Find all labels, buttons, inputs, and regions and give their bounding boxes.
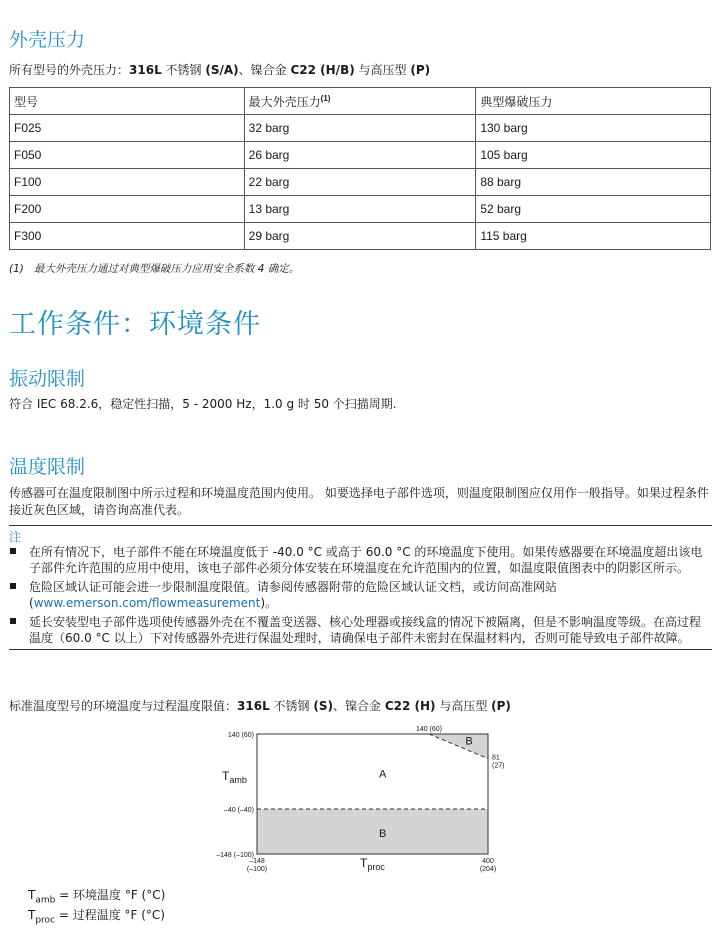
legend-sub: proc [35,915,56,926]
section-heading-operating-conditions: 工作条件：环境条件 [9,309,261,340]
x-tick-label-secondary: (–100) [246,866,268,873]
header-model: 型号 [10,88,245,115]
x-axis-sub: proc [367,862,385,872]
chart-caption-part: (P) [491,699,511,713]
cell-burst-pressure: 115 barg [476,223,711,250]
legend-tproc [28,906,165,925]
table-row [10,169,711,196]
x-tick-label: 400 [482,858,494,865]
note-text: 在所有情况下，电子部件不能在环境温度低于 -40.0 °C 或高于 60.0 °C 的环境温度下使用。如果传感器要在环境温度超出该电子部件允许范围的应用中使用，该电子部件必须分体安装在环境温度在允许范围内的位置，如温度限值图表中的阴影区所示。 [29,545,703,575]
cell-burst-pressure: 52 barg [476,196,711,223]
footnote-ref: (1) [320,93,331,103]
intro-part: (S/A) [205,63,239,77]
intro-part: 与高压型 [354,63,411,77]
temperature-limit-chart [0,720,720,880]
y-tick-label: 140 (60) [227,732,254,739]
legend-sub: amb [35,895,56,906]
cell-max-pressure: 13 barg [244,196,476,223]
note-item [9,544,712,576]
note-text-after: )。 [260,596,278,610]
cell-burst-pressure: 105 barg [476,142,711,169]
intro-prefix: 所有型号的外壳压力： [9,63,130,77]
annotation-label-secondary: (27) [492,762,505,770]
legend-symbol: T [28,908,36,922]
y-tick-label: –148 (–100) [216,852,254,859]
cell-model: F025 [10,115,245,142]
chart-caption-part: C22 (H) [384,699,436,713]
legend-tamb [28,886,165,905]
footnote-marker: (1) [9,263,24,275]
housing-pressure-intro [9,62,709,79]
note-text: 延长安装型电子部件选项使传感器外壳在不覆盖变送器、核心处理器或接线盒的情况下被隔离，但是不影响温度等级。在高过程温度（60.0 °C 以上）下对传感器外壳进行保温处理时，请确保电子部件未密封在保温材料内，否则可能导致电子部件故障。 [29,615,702,645]
chart-caption-parts [237,699,511,713]
intro-part: 不锈钢 [161,63,206,77]
table-row [10,196,711,223]
intro-part: (P) [410,63,431,77]
note-item [9,579,712,611]
cell-model: F050 [10,142,245,169]
chart-caption-part: 316L [237,699,270,713]
chart-caption-part: 与高压型 [435,699,492,713]
region-label: B [465,735,473,748]
notes-title: 注 [9,530,22,544]
cell-max-pressure: 32 barg [244,115,476,142]
bullet-icon [10,583,16,589]
intro-part: C22 (H/B) [290,63,355,77]
footnote-text: 最大外壳压力通过对典型爆破压力应用安全系数 4 确定。 [33,263,300,275]
vibration-text: 符合 IEC 68.2.6，稳定性扫描，5 - 2000 Hz，1.0 g 时 50 个扫描周期. [9,397,397,411]
section-heading-housing-pressure: 外壳压力 [9,29,86,51]
cell-model: F200 [10,196,245,223]
y-axis-label: $T_{amb}$ [222,769,247,785]
chart-caption-part: (S) [313,699,333,713]
intro-parts [129,63,430,77]
notes-box [9,525,712,650]
legend-text: = 过程温度 °F (°C) [55,908,165,922]
cell-burst-pressure: 88 barg [476,169,711,196]
note-text-before: 危险区域认证可能会进一步限制温度限值。请参阅传感器附带的危险区域认证文档，或访问高准网站 ( [29,580,558,610]
y-axis-sub: amb [229,775,247,785]
table-row [10,223,711,250]
annotation-label: 81 [492,754,500,762]
table-header-row [10,88,711,115]
chart-caption [9,698,709,715]
header-max-pressure-label: 最大外壳压力 [248,94,321,109]
x-tick-label: –148 [249,858,265,865]
legend-text: = 环境温度 °F (°C) [55,888,166,902]
intro-part: 316L [129,63,162,77]
region-label: B [378,828,387,841]
section-heading-temperature: 温度限制 [9,456,86,478]
x-axis-label: $T_{proc}$ [360,856,385,872]
annotation-label: 140 (60) [415,726,443,733]
table-footnote [9,261,299,276]
pressure-table [9,87,711,250]
chart-svg [0,720,720,880]
note-item [9,614,712,646]
operating-region [257,734,488,809]
header-max-pressure [244,88,476,115]
shaded-region [257,809,488,854]
cell-model: F100 [10,169,245,196]
x-tick-label-secondary: (204) [479,866,497,873]
table-row [10,115,711,142]
chart-caption-part: 不锈钢 [269,699,314,713]
chart-caption-prefix: 标准温度型号的环境温度与过程温度限值： [9,699,238,713]
header-burst-pressure: 典型爆破压力 [476,88,711,115]
legend-symbol: T [28,888,36,902]
cell-max-pressure: 22 barg [244,169,476,196]
cell-max-pressure: 26 barg [244,142,476,169]
chart-caption-part: 、镍合金 [332,699,385,713]
cell-model: F300 [10,223,245,250]
emerson-link[interactable]: www.emerson.com/flowmeasurement [33,596,261,610]
table-row [10,142,711,169]
cell-max-pressure: 29 barg [244,223,476,250]
section-heading-vibration: 振动限制 [9,368,86,390]
temperature-text: 传感器可在温度限制图中所示过程和环境温度范围内使用。 如要选择电子部件选项，则温度限制图应仅用作一般指导。如果过程条件接近灰色区域，请咨询高准代表。 [9,486,709,517]
region-label: A [378,768,387,781]
bullet-icon [10,548,16,554]
y-tick-label: –40 (–40) [224,807,254,814]
bullet-icon [10,618,16,624]
intro-part: 、镍合金 [238,63,291,77]
cell-burst-pressure: 130 barg [476,115,711,142]
